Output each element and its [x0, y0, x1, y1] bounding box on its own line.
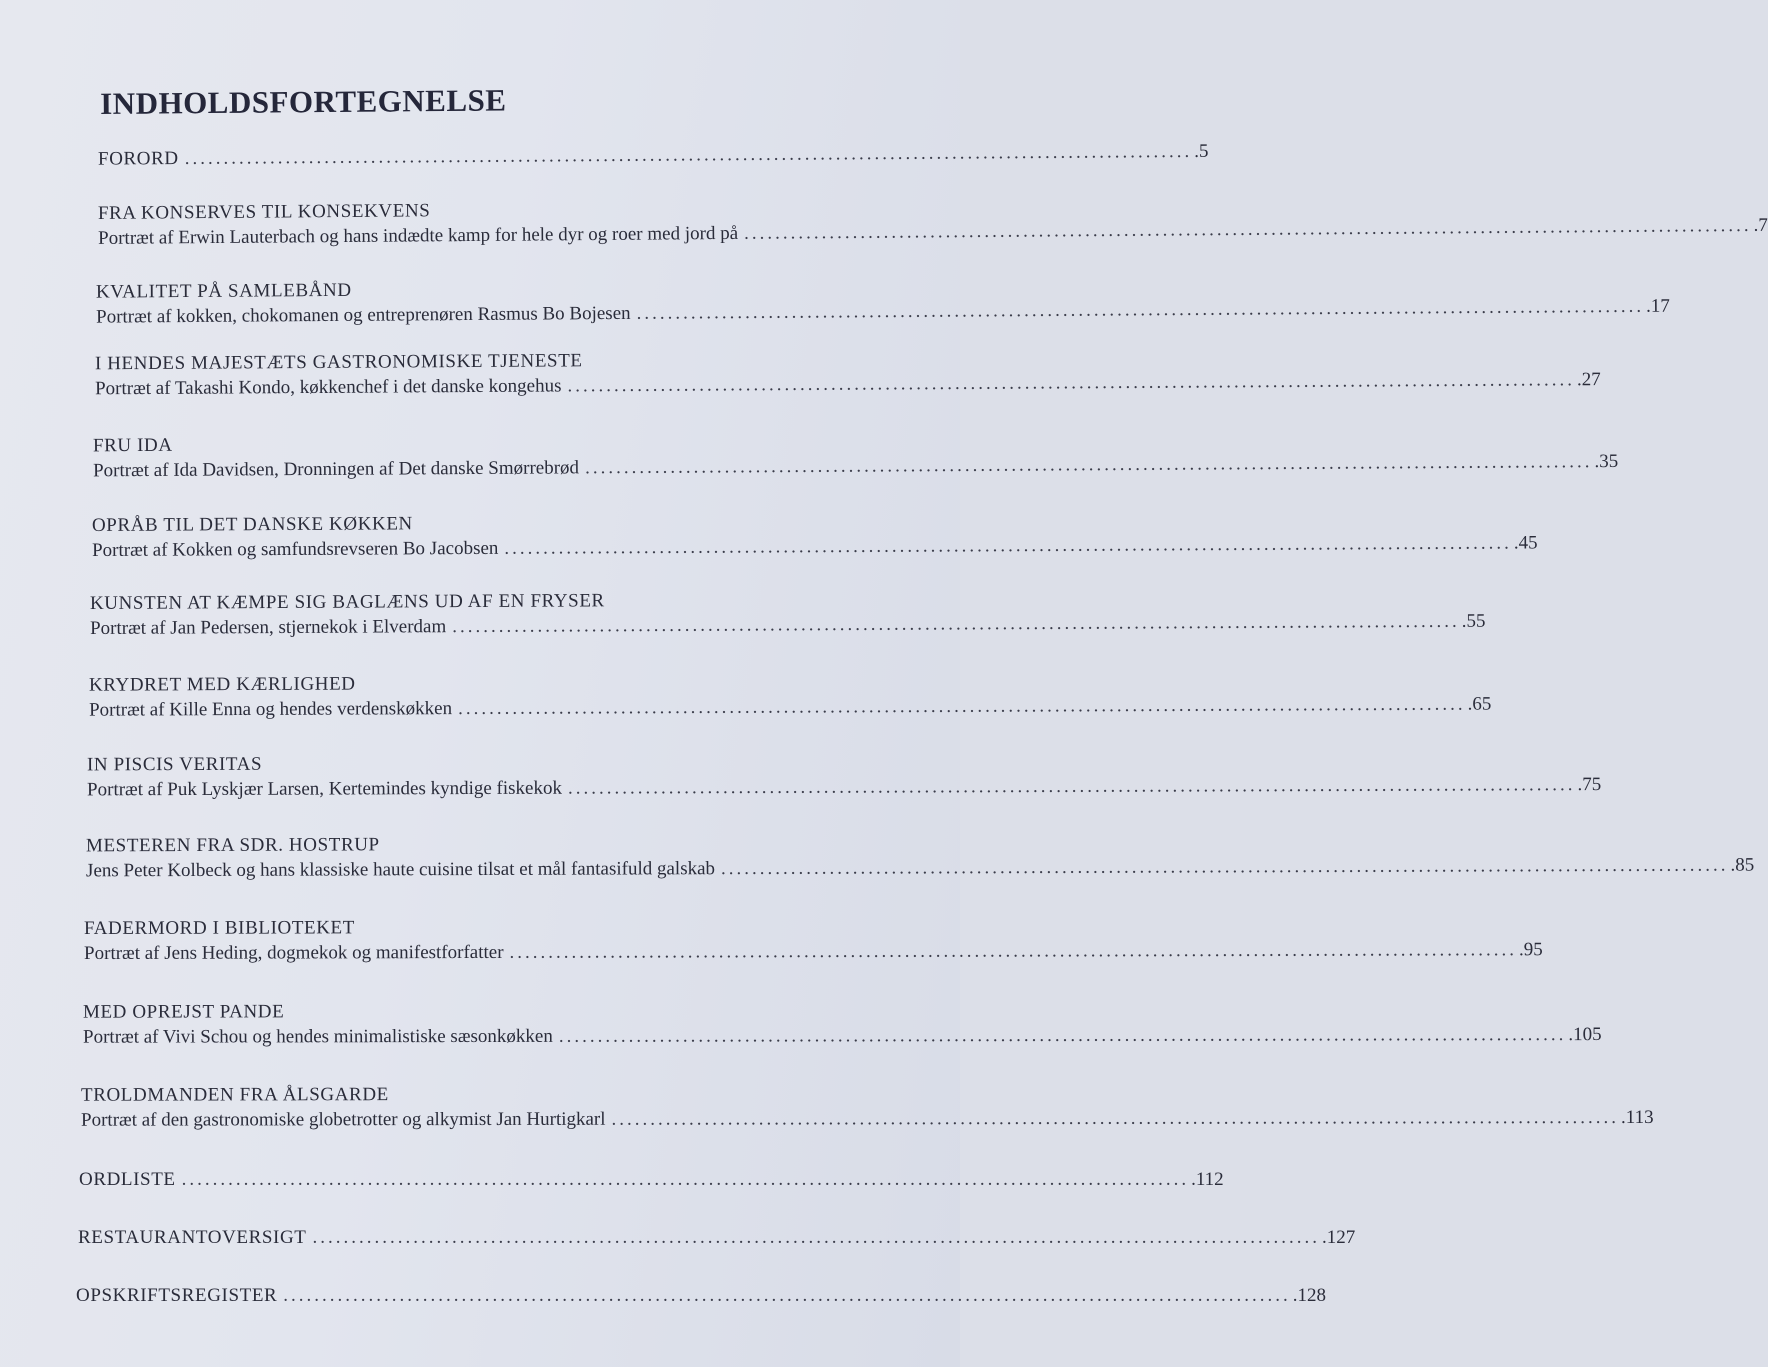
dot-leader: .................................................................................................................................. [504, 532, 1512, 559]
dot-leader: .................................................................................................................................. [283, 1285, 1291, 1306]
toc-line-text: Jens Peter Kolbeck og hans klassiske haute cuisine tilsat et mål fantasifuld galskab [86, 858, 716, 882]
toc-entry-opskriftsregister [76, 1283, 1327, 1309]
toc-line-text: ORDLISTE [79, 1169, 176, 1190]
toc-line [84, 939, 1543, 967]
dot-leader: .................................................................................................................................. [567, 369, 1575, 397]
dot-leader: .................................................................................................................................. [452, 610, 1460, 638]
page-number: .35 [1594, 451, 1619, 473]
chapter-heading: FRA KONSERVES TIL KONSEKVENS [97, 200, 431, 224]
toc-line [87, 774, 1602, 804]
chapter-heading: MED OPREJST PANDE [82, 1001, 285, 1023]
chapter-heading: IN PISCIS VERITAS [86, 753, 263, 776]
toc-entry [85, 832, 1755, 885]
page-number: .55 [1461, 610, 1486, 632]
toc-entry [86, 751, 1602, 804]
page-title: INDHOLDSFORTEGNELSE [100, 82, 507, 121]
toc-line-text: Portræt af Takashi Kondo, køkkenchef i det danske kongehus [95, 375, 562, 400]
dot-leader: .................................................................................................................................. [181, 1169, 1190, 1190]
page-number: .105 [1568, 1024, 1602, 1046]
toc-line-text: Portræt af den gastronomiske globetrotter og alkymist Jan Hurtigkarl [81, 1108, 606, 1131]
toc-line [98, 214, 1768, 252]
toc-line-text: Portræt af Jens Heding, dogmekok og manifestforfatter [84, 941, 504, 965]
chapter-heading: KRYDRET MED KÆRLIGHED [88, 673, 356, 696]
toc-line-text: Portræt af kokken, chokomanen og entreprenøren Rasmus Bo Bojesen [96, 302, 631, 328]
chapter-heading: FRU IDA [92, 434, 173, 457]
toc-entry [89, 588, 1486, 642]
toc-line [76, 1283, 1327, 1309]
toc-entry [82, 999, 1602, 1050]
toc-line [96, 295, 1670, 330]
chapter-heading: FADERMORD I BIBLIOTEKET [83, 917, 355, 940]
page-number: .75 [1577, 774, 1602, 796]
dot-leader: .................................................................................................................................. [458, 693, 1466, 720]
toc-line-text: Portræt af Vivi Schou og hendes minimalistiske sæsonkøkken [83, 1025, 553, 1048]
toc-entry-ordliste [79, 1167, 1224, 1193]
page-number: .65 [1467, 693, 1492, 715]
page-number: .27 [1576, 369, 1601, 391]
dot-leader: .................................................................................................................................. [584, 451, 1593, 479]
dot-leader: .................................................................................................................................. [636, 295, 1645, 324]
dot-leader: .................................................................................................................................. [312, 1227, 1320, 1248]
toc-line-text: Portræt af Puk Lyskjær Larsen, Kertemindes kyndige fiskekok [87, 777, 563, 801]
toc-line-text: Portræt af Kille Enna og hendes verdenskøkken [89, 698, 453, 721]
toc-entry [92, 430, 1619, 485]
toc-entry [95, 275, 1670, 330]
dot-leader: .................................................................................................................................. [558, 1024, 1567, 1047]
toc-entry-restaurantoversigt [78, 1225, 1356, 1251]
page-number: .112 [1191, 1169, 1224, 1190]
page-number: .127 [1322, 1227, 1356, 1248]
chapter-heading: I HENDES MAJESTÆTS GASTRONOMISKE TJENESTE [94, 350, 583, 375]
toc-line [93, 451, 1619, 485]
toc-entry [80, 1082, 1654, 1133]
toc-line [90, 610, 1486, 642]
toc-line [97, 140, 1209, 172]
dot-leader: .................................................................................................................................. [184, 140, 1193, 169]
chapter-heading: OPRÅB TIL DET DANSKE KØKKEN [91, 513, 413, 536]
page-number: .5 [1194, 140, 1209, 162]
chapter-heading: KUNSTEN AT KÆMPE SIG BAGLÆNS UD AF EN FRYSER [89, 590, 605, 615]
page-number: .128 [1292, 1285, 1327, 1306]
page-number: .113 [1621, 1106, 1654, 1129]
toc-line-text: FORORD [97, 148, 179, 170]
toc-line [86, 854, 1755, 885]
dot-leader: .................................................................................................................................. [744, 214, 1752, 244]
toc-entry [94, 348, 1601, 403]
dot-leader: .................................................................................................................................. [611, 1107, 1620, 1130]
toc-line [95, 369, 1601, 403]
toc-line [89, 693, 1492, 723]
page-number: .85 [1730, 854, 1755, 876]
chapter-heading: MESTEREN FRA SDR. HOSTRUP [85, 834, 380, 857]
dot-leader: .................................................................................................................................. [567, 774, 1576, 799]
toc-entry [88, 670, 1492, 723]
toc-line-text: Portræt af Kokken og samfundsrevseren Bo Jacobsen [92, 537, 499, 561]
toc-line-text: OPSKRIFTSREGISTER [76, 1285, 278, 1306]
toc-line [79, 1167, 1224, 1193]
page-number: .7 [1753, 214, 1768, 236]
toc-entry [97, 196, 1768, 252]
toc-line [78, 1225, 1356, 1251]
toc-line [92, 532, 1538, 564]
toc-line-text: Portræt af Erwin Lauterbach og hans indædte kamp for hele dyr og roer med jord på [98, 222, 739, 249]
toc-line-text: Portræt af Jan Pedersen, stjernekok i Elverdam [90, 616, 447, 640]
page-number: .45 [1513, 532, 1538, 554]
chapter-heading: KVALITET PÅ SAMLEBÅND [95, 279, 352, 303]
toc-line-text: Portræt af Ida Davidsen, Dronningen af Det danske Smørrebrød [93, 457, 580, 482]
page-number: .17 [1646, 295, 1670, 317]
toc-entry [83, 915, 1543, 967]
chapter-heading: TROLDMANDEN FRA ÅLSGARDE [80, 1084, 389, 1106]
page-number: .95 [1518, 939, 1543, 961]
dot-leader: .................................................................................................................................. [509, 939, 1518, 963]
dot-leader: .................................................................................................................................. [720, 854, 1729, 880]
toc-line-text: RESTAURANTOVERSIGT [78, 1227, 307, 1248]
toc-entry [91, 510, 1538, 564]
toc-entry-forord [97, 140, 1209, 172]
toc-line [83, 1023, 1602, 1050]
toc-line [81, 1106, 1654, 1133]
